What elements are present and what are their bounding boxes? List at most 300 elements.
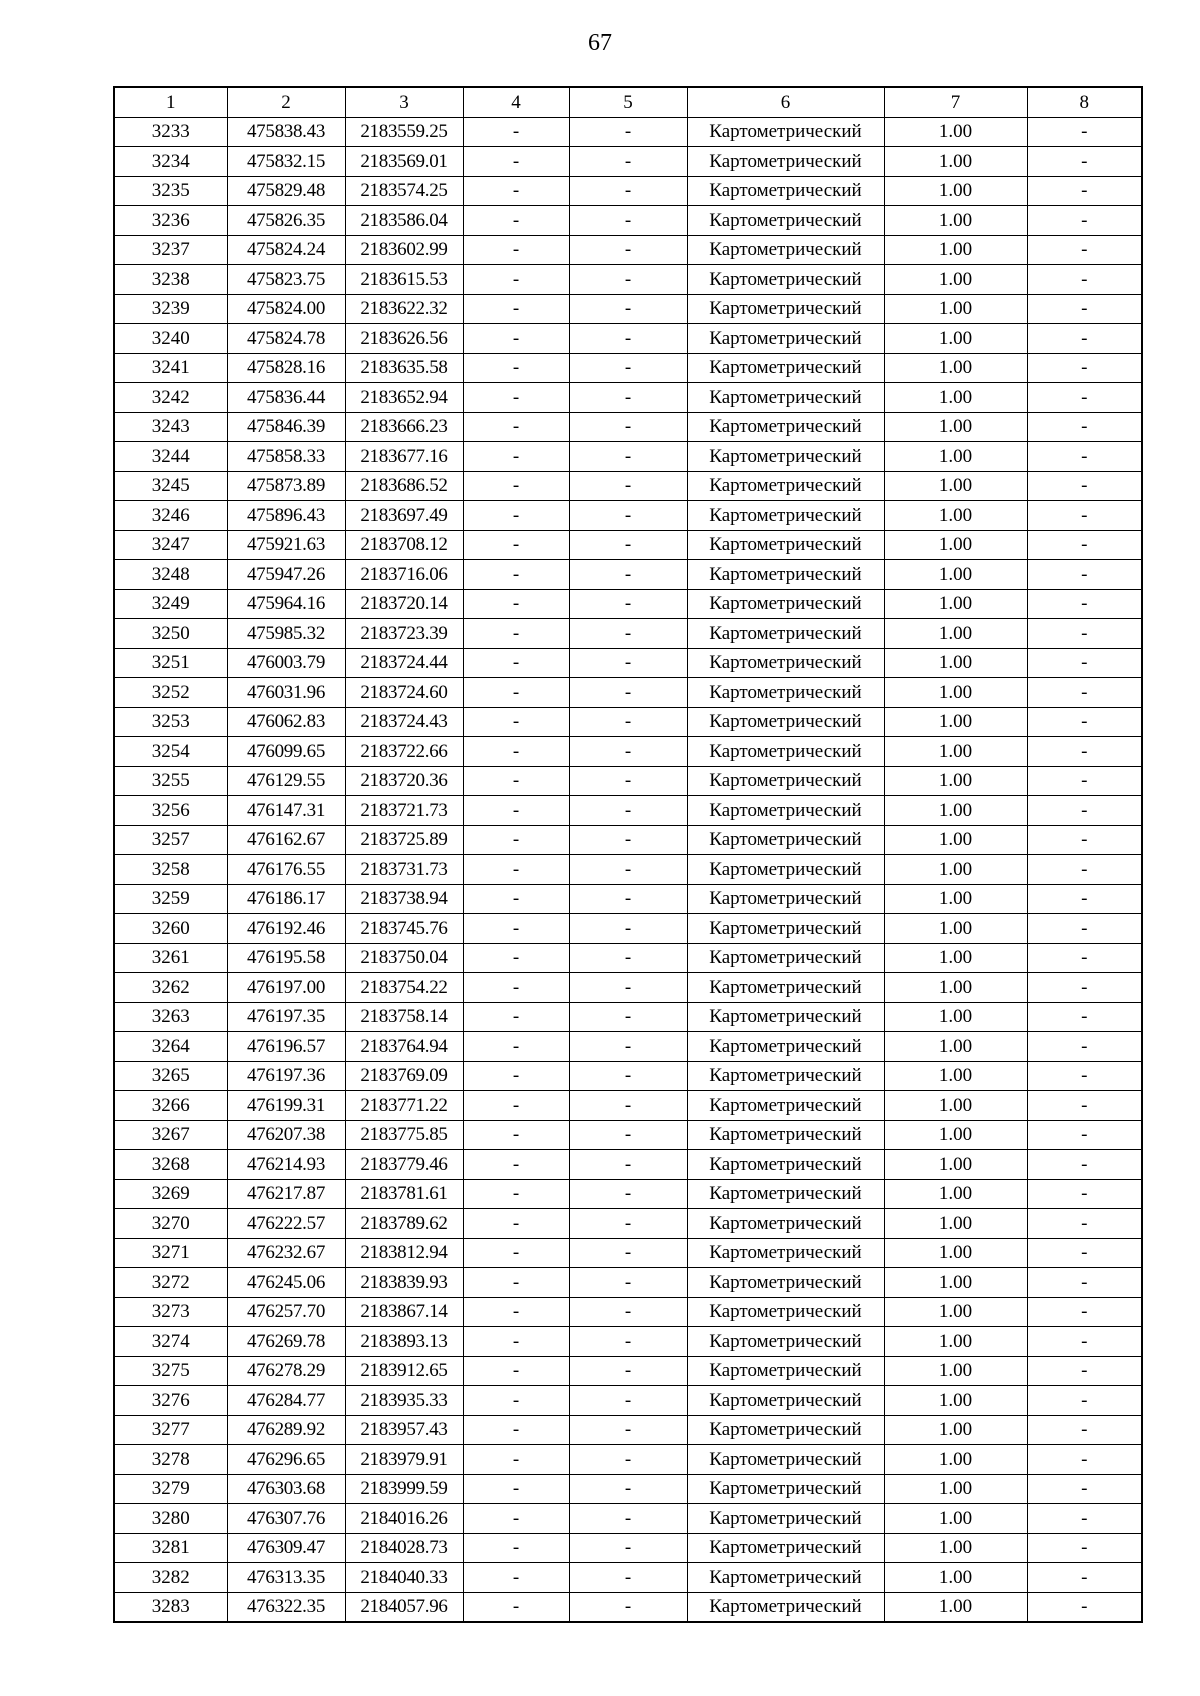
col-4-value-cell: - <box>463 1386 569 1416</box>
col-8-value-cell: - <box>1027 1474 1142 1504</box>
accuracy-cell: 1.00 <box>884 353 1027 383</box>
col-8-value-cell: - <box>1027 265 1142 295</box>
y-coordinate-cell: 2183569.01 <box>345 147 463 177</box>
col-8-value-cell: - <box>1027 235 1142 265</box>
table-row <box>114 1091 1142 1121</box>
table-row <box>114 265 1142 295</box>
col-5-value-cell: - <box>569 1533 687 1563</box>
table-row <box>114 1386 1142 1416</box>
x-coordinate-cell: 476257.70 <box>227 1297 345 1327</box>
x-coordinate-cell: 476197.35 <box>227 1002 345 1032</box>
col-8-value-cell: - <box>1027 589 1142 619</box>
y-coordinate-cell: 2183979.91 <box>345 1445 463 1475</box>
table-row <box>114 914 1142 944</box>
point-number-cell: 3281 <box>114 1533 227 1563</box>
col-5-value-cell: - <box>569 1032 687 1062</box>
table-row <box>114 1032 1142 1062</box>
y-coordinate-cell: 2183839.93 <box>345 1268 463 1298</box>
col-4-value-cell: - <box>463 1592 569 1622</box>
method-cell: Картометрический <box>687 1563 884 1593</box>
table-row <box>114 353 1142 383</box>
y-coordinate-cell: 2183586.04 <box>345 206 463 236</box>
x-coordinate-cell: 476147.31 <box>227 796 345 826</box>
x-coordinate-cell: 475985.32 <box>227 619 345 649</box>
col-8-value-cell: - <box>1027 1563 1142 1593</box>
x-coordinate-cell: 475836.44 <box>227 383 345 413</box>
accuracy-cell: 1.00 <box>884 855 1027 885</box>
col-5-value-cell: - <box>569 1297 687 1327</box>
col-4-value-cell: - <box>463 1150 569 1180</box>
table-row <box>114 1238 1142 1268</box>
col-4-value-cell: - <box>463 737 569 767</box>
point-number-cell: 3241 <box>114 353 227 383</box>
method-cell: Картометрический <box>687 412 884 442</box>
method-cell: Картометрический <box>687 589 884 619</box>
accuracy-cell: 1.00 <box>884 206 1027 236</box>
table-row <box>114 648 1142 678</box>
method-cell: Картометрический <box>687 324 884 354</box>
col-8-value-cell: - <box>1027 1002 1142 1032</box>
col-5-value-cell: - <box>569 884 687 914</box>
table-row <box>114 471 1142 501</box>
col-5-value-cell: - <box>569 1120 687 1150</box>
point-number-cell: 3240 <box>114 324 227 354</box>
y-coordinate-cell: 2183697.49 <box>345 501 463 531</box>
y-coordinate-cell: 2183602.99 <box>345 235 463 265</box>
table-row <box>114 1415 1142 1445</box>
col-5-value-cell: - <box>569 1386 687 1416</box>
accuracy-cell: 1.00 <box>884 1179 1027 1209</box>
accuracy-cell: 1.00 <box>884 1327 1027 1357</box>
x-coordinate-cell: 476307.76 <box>227 1504 345 1534</box>
col-5-value-cell: - <box>569 530 687 560</box>
y-coordinate-cell: 2183720.36 <box>345 766 463 796</box>
point-number-cell: 3234 <box>114 147 227 177</box>
col-8-value-cell: - <box>1027 1032 1142 1062</box>
col-4-value-cell: - <box>463 117 569 147</box>
method-cell: Картометрический <box>687 1120 884 1150</box>
method-cell: Картометрический <box>687 294 884 324</box>
x-coordinate-cell: 475846.39 <box>227 412 345 442</box>
col-8-value-cell: - <box>1027 206 1142 236</box>
accuracy-cell: 1.00 <box>884 1238 1027 1268</box>
col-8-value-cell: - <box>1027 294 1142 324</box>
col-8-value-cell: - <box>1027 619 1142 649</box>
col-5-value-cell: - <box>569 914 687 944</box>
accuracy-cell: 1.00 <box>884 1415 1027 1445</box>
col-5-value-cell: - <box>569 1415 687 1445</box>
table-row <box>114 1445 1142 1475</box>
table-row <box>114 619 1142 649</box>
column-header-8: 8 <box>1027 87 1142 117</box>
col-4-value-cell: - <box>463 766 569 796</box>
col-4-value-cell: - <box>463 855 569 885</box>
col-4-value-cell: - <box>463 1327 569 1357</box>
col-5-value-cell: - <box>569 678 687 708</box>
x-coordinate-cell: 475947.26 <box>227 560 345 590</box>
y-coordinate-cell: 2183615.53 <box>345 265 463 295</box>
col-8-value-cell: - <box>1027 530 1142 560</box>
col-4-value-cell: - <box>463 442 569 472</box>
x-coordinate-cell: 475858.33 <box>227 442 345 472</box>
method-cell: Картометрический <box>687 914 884 944</box>
accuracy-cell: 1.00 <box>884 560 1027 590</box>
col-8-value-cell: - <box>1027 1150 1142 1180</box>
table-row <box>114 1268 1142 1298</box>
x-coordinate-cell: 476322.35 <box>227 1592 345 1622</box>
col-5-value-cell: - <box>569 825 687 855</box>
method-cell: Картометрический <box>687 1356 884 1386</box>
method-cell: Картометрический <box>687 176 884 206</box>
y-coordinate-cell: 2183652.94 <box>345 383 463 413</box>
y-coordinate-cell: 2183724.44 <box>345 648 463 678</box>
x-coordinate-cell: 476129.55 <box>227 766 345 796</box>
col-8-value-cell: - <box>1027 1297 1142 1327</box>
x-coordinate-cell: 475921.63 <box>227 530 345 560</box>
accuracy-cell: 1.00 <box>884 1563 1027 1593</box>
x-coordinate-cell: 476222.57 <box>227 1209 345 1239</box>
point-number-cell: 3238 <box>114 265 227 295</box>
column-header-3: 3 <box>345 87 463 117</box>
point-number-cell: 3248 <box>114 560 227 590</box>
accuracy-cell: 1.00 <box>884 324 1027 354</box>
col-4-value-cell: - <box>463 796 569 826</box>
col-5-value-cell: - <box>569 176 687 206</box>
point-number-cell: 3233 <box>114 117 227 147</box>
column-header-4: 4 <box>463 87 569 117</box>
col-5-value-cell: - <box>569 294 687 324</box>
col-5-value-cell: - <box>569 648 687 678</box>
col-4-value-cell: - <box>463 324 569 354</box>
col-4-value-cell: - <box>463 1504 569 1534</box>
accuracy-cell: 1.00 <box>884 471 1027 501</box>
x-coordinate-cell: 476207.38 <box>227 1120 345 1150</box>
point-number-cell: 3251 <box>114 648 227 678</box>
y-coordinate-cell: 2183758.14 <box>345 1002 463 1032</box>
accuracy-cell: 1.00 <box>884 619 1027 649</box>
accuracy-cell: 1.00 <box>884 501 1027 531</box>
col-4-value-cell: - <box>463 619 569 649</box>
table-row <box>114 294 1142 324</box>
accuracy-cell: 1.00 <box>884 1592 1027 1622</box>
x-coordinate-cell: 476197.00 <box>227 973 345 1003</box>
col-5-value-cell: - <box>569 1061 687 1091</box>
col-8-value-cell: - <box>1027 442 1142 472</box>
method-cell: Картометрический <box>687 206 884 236</box>
col-5-value-cell: - <box>569 383 687 413</box>
table-row <box>114 1297 1142 1327</box>
col-8-value-cell: - <box>1027 943 1142 973</box>
x-coordinate-cell: 475829.48 <box>227 176 345 206</box>
table-row <box>114 176 1142 206</box>
point-number-cell: 3237 <box>114 235 227 265</box>
accuracy-cell: 1.00 <box>884 530 1027 560</box>
point-number-cell: 3250 <box>114 619 227 649</box>
method-cell: Картометрический <box>687 678 884 708</box>
col-5-value-cell: - <box>569 1356 687 1386</box>
col-5-value-cell: - <box>569 206 687 236</box>
col-4-value-cell: - <box>463 1061 569 1091</box>
col-8-value-cell: - <box>1027 501 1142 531</box>
header-row <box>114 87 1142 117</box>
y-coordinate-cell: 2183686.52 <box>345 471 463 501</box>
col-8-value-cell: - <box>1027 678 1142 708</box>
table-row <box>114 796 1142 826</box>
point-number-cell: 3236 <box>114 206 227 236</box>
accuracy-cell: 1.00 <box>884 1445 1027 1475</box>
method-cell: Картометрический <box>687 1445 884 1475</box>
x-coordinate-cell: 476031.96 <box>227 678 345 708</box>
x-coordinate-cell: 476309.47 <box>227 1533 345 1563</box>
point-number-cell: 3266 <box>114 1091 227 1121</box>
point-number-cell: 3261 <box>114 943 227 973</box>
table-row <box>114 825 1142 855</box>
col-8-value-cell: - <box>1027 560 1142 590</box>
table-row <box>114 1563 1142 1593</box>
x-coordinate-cell: 475824.78 <box>227 324 345 354</box>
col-8-value-cell: - <box>1027 884 1142 914</box>
table-row <box>114 412 1142 442</box>
accuracy-cell: 1.00 <box>884 442 1027 472</box>
col-4-value-cell: - <box>463 825 569 855</box>
y-coordinate-cell: 2183716.06 <box>345 560 463 590</box>
method-cell: Картометрический <box>687 737 884 767</box>
y-coordinate-cell: 2183745.76 <box>345 914 463 944</box>
table-row <box>114 943 1142 973</box>
table-row <box>114 589 1142 619</box>
table-header <box>114 87 1142 117</box>
col-4-value-cell: - <box>463 265 569 295</box>
accuracy-cell: 1.00 <box>884 1386 1027 1416</box>
table-body <box>114 117 1142 1622</box>
column-header-1: 1 <box>114 87 227 117</box>
y-coordinate-cell: 2183764.94 <box>345 1032 463 1062</box>
col-8-value-cell: - <box>1027 1386 1142 1416</box>
x-coordinate-cell: 475823.75 <box>227 265 345 295</box>
table-row <box>114 766 1142 796</box>
col-5-value-cell: - <box>569 1150 687 1180</box>
col-8-value-cell: - <box>1027 707 1142 737</box>
col-5-value-cell: - <box>569 265 687 295</box>
accuracy-cell: 1.00 <box>884 1091 1027 1121</box>
col-4-value-cell: - <box>463 1268 569 1298</box>
point-number-cell: 3277 <box>114 1415 227 1445</box>
col-5-value-cell: - <box>569 796 687 826</box>
col-4-value-cell: - <box>463 914 569 944</box>
col-8-value-cell: - <box>1027 324 1142 354</box>
col-5-value-cell: - <box>569 1563 687 1593</box>
method-cell: Картометрический <box>687 648 884 678</box>
column-header-7: 7 <box>884 87 1027 117</box>
method-cell: Картометрический <box>687 1592 884 1622</box>
method-cell: Картометрический <box>687 1179 884 1209</box>
point-number-cell: 3282 <box>114 1563 227 1593</box>
point-number-cell: 3257 <box>114 825 227 855</box>
column-header-6: 6 <box>687 87 884 117</box>
col-4-value-cell: - <box>463 589 569 619</box>
col-5-value-cell: - <box>569 1474 687 1504</box>
method-cell: Картометрический <box>687 530 884 560</box>
accuracy-cell: 1.00 <box>884 914 1027 944</box>
x-coordinate-cell: 475828.16 <box>227 353 345 383</box>
x-coordinate-cell: 475826.35 <box>227 206 345 236</box>
method-cell: Картометрический <box>687 766 884 796</box>
y-coordinate-cell: 2183724.43 <box>345 707 463 737</box>
method-cell: Картометрический <box>687 147 884 177</box>
y-coordinate-cell: 2184016.26 <box>345 1504 463 1534</box>
accuracy-cell: 1.00 <box>884 176 1027 206</box>
point-number-cell: 3269 <box>114 1179 227 1209</box>
table-row <box>114 560 1142 590</box>
method-cell: Картометрический <box>687 1327 884 1357</box>
point-number-cell: 3235 <box>114 176 227 206</box>
col-5-value-cell: - <box>569 973 687 1003</box>
col-4-value-cell: - <box>463 1356 569 1386</box>
y-coordinate-cell: 2183635.58 <box>345 353 463 383</box>
x-coordinate-cell: 476303.68 <box>227 1474 345 1504</box>
method-cell: Картометрический <box>687 1268 884 1298</box>
col-8-value-cell: - <box>1027 1445 1142 1475</box>
y-coordinate-cell: 2183957.43 <box>345 1415 463 1445</box>
x-coordinate-cell: 476245.06 <box>227 1268 345 1298</box>
col-4-value-cell: - <box>463 530 569 560</box>
y-coordinate-cell: 2183789.62 <box>345 1209 463 1239</box>
y-coordinate-cell: 2183781.61 <box>345 1179 463 1209</box>
x-coordinate-cell: 475824.00 <box>227 294 345 324</box>
col-5-value-cell: - <box>569 1002 687 1032</box>
method-cell: Картометрический <box>687 1504 884 1534</box>
table-row <box>114 1592 1142 1622</box>
method-cell: Картометрический <box>687 1061 884 1091</box>
y-coordinate-cell: 2183731.73 <box>345 855 463 885</box>
point-number-cell: 3265 <box>114 1061 227 1091</box>
point-number-cell: 3255 <box>114 766 227 796</box>
col-4-value-cell: - <box>463 707 569 737</box>
col-5-value-cell: - <box>569 1238 687 1268</box>
point-number-cell: 3272 <box>114 1268 227 1298</box>
col-5-value-cell: - <box>569 1268 687 1298</box>
y-coordinate-cell: 2183708.12 <box>345 530 463 560</box>
table-row <box>114 707 1142 737</box>
accuracy-cell: 1.00 <box>884 737 1027 767</box>
method-cell: Картометрический <box>687 943 884 973</box>
accuracy-cell: 1.00 <box>884 678 1027 708</box>
method-cell: Картометрический <box>687 560 884 590</box>
y-coordinate-cell: 2183722.66 <box>345 737 463 767</box>
col-8-value-cell: - <box>1027 147 1142 177</box>
table-row <box>114 1209 1142 1239</box>
x-coordinate-cell: 475896.43 <box>227 501 345 531</box>
point-number-cell: 3252 <box>114 678 227 708</box>
point-number-cell: 3244 <box>114 442 227 472</box>
point-number-cell: 3258 <box>114 855 227 885</box>
method-cell: Картометрический <box>687 1002 884 1032</box>
table-row <box>114 1533 1142 1563</box>
y-coordinate-cell: 2183812.94 <box>345 1238 463 1268</box>
point-number-cell: 3271 <box>114 1238 227 1268</box>
col-4-value-cell: - <box>463 1091 569 1121</box>
col-4-value-cell: - <box>463 1533 569 1563</box>
x-coordinate-cell: 476278.29 <box>227 1356 345 1386</box>
col-5-value-cell: - <box>569 589 687 619</box>
method-cell: Картометрический <box>687 353 884 383</box>
table-row <box>114 1179 1142 1209</box>
col-5-value-cell: - <box>569 1504 687 1534</box>
point-number-cell: 3283 <box>114 1592 227 1622</box>
y-coordinate-cell: 2183771.22 <box>345 1091 463 1121</box>
col-5-value-cell: - <box>569 855 687 885</box>
col-4-value-cell: - <box>463 206 569 236</box>
table-row <box>114 442 1142 472</box>
accuracy-cell: 1.00 <box>884 1268 1027 1298</box>
col-5-value-cell: - <box>569 737 687 767</box>
col-4-value-cell: - <box>463 1209 569 1239</box>
table-row <box>114 1150 1142 1180</box>
method-cell: Картометрический <box>687 442 884 472</box>
col-8-value-cell: - <box>1027 412 1142 442</box>
x-coordinate-cell: 476162.67 <box>227 825 345 855</box>
point-number-cell: 3268 <box>114 1150 227 1180</box>
col-5-value-cell: - <box>569 560 687 590</box>
table-row <box>114 501 1142 531</box>
table-row <box>114 206 1142 236</box>
table-row <box>114 737 1142 767</box>
x-coordinate-cell: 476289.92 <box>227 1415 345 1445</box>
x-coordinate-cell: 475838.43 <box>227 117 345 147</box>
table-row <box>114 1327 1142 1357</box>
method-cell: Картометрический <box>687 1150 884 1180</box>
x-coordinate-cell: 475964.16 <box>227 589 345 619</box>
method-cell: Картометрический <box>687 1209 884 1239</box>
col-8-value-cell: - <box>1027 383 1142 413</box>
accuracy-cell: 1.00 <box>884 1061 1027 1091</box>
col-8-value-cell: - <box>1027 1238 1142 1268</box>
method-cell: Картометрический <box>687 973 884 1003</box>
y-coordinate-cell: 2183574.25 <box>345 176 463 206</box>
method-cell: Картометрический <box>687 383 884 413</box>
y-coordinate-cell: 2183754.22 <box>345 973 463 1003</box>
table-row <box>114 855 1142 885</box>
point-number-cell: 3273 <box>114 1297 227 1327</box>
y-coordinate-cell: 2183723.39 <box>345 619 463 649</box>
point-number-cell: 3262 <box>114 973 227 1003</box>
accuracy-cell: 1.00 <box>884 1356 1027 1386</box>
col-4-value-cell: - <box>463 412 569 442</box>
x-coordinate-cell: 476284.77 <box>227 1386 345 1416</box>
point-number-cell: 3279 <box>114 1474 227 1504</box>
x-coordinate-cell: 476296.65 <box>227 1445 345 1475</box>
accuracy-cell: 1.00 <box>884 117 1027 147</box>
y-coordinate-cell: 2183893.13 <box>345 1327 463 1357</box>
accuracy-cell: 1.00 <box>884 1150 1027 1180</box>
table-row <box>114 678 1142 708</box>
col-5-value-cell: - <box>569 766 687 796</box>
col-4-value-cell: - <box>463 1120 569 1150</box>
point-number-cell: 3254 <box>114 737 227 767</box>
x-coordinate-cell: 476003.79 <box>227 648 345 678</box>
x-coordinate-cell: 476217.87 <box>227 1179 345 1209</box>
col-4-value-cell: - <box>463 1474 569 1504</box>
table-row <box>114 530 1142 560</box>
point-number-cell: 3264 <box>114 1032 227 1062</box>
y-coordinate-cell: 2183769.09 <box>345 1061 463 1091</box>
table-row <box>114 1474 1142 1504</box>
accuracy-cell: 1.00 <box>884 235 1027 265</box>
method-cell: Картометрический <box>687 1091 884 1121</box>
col-8-value-cell: - <box>1027 648 1142 678</box>
col-8-value-cell: - <box>1027 855 1142 885</box>
accuracy-cell: 1.00 <box>884 1297 1027 1327</box>
